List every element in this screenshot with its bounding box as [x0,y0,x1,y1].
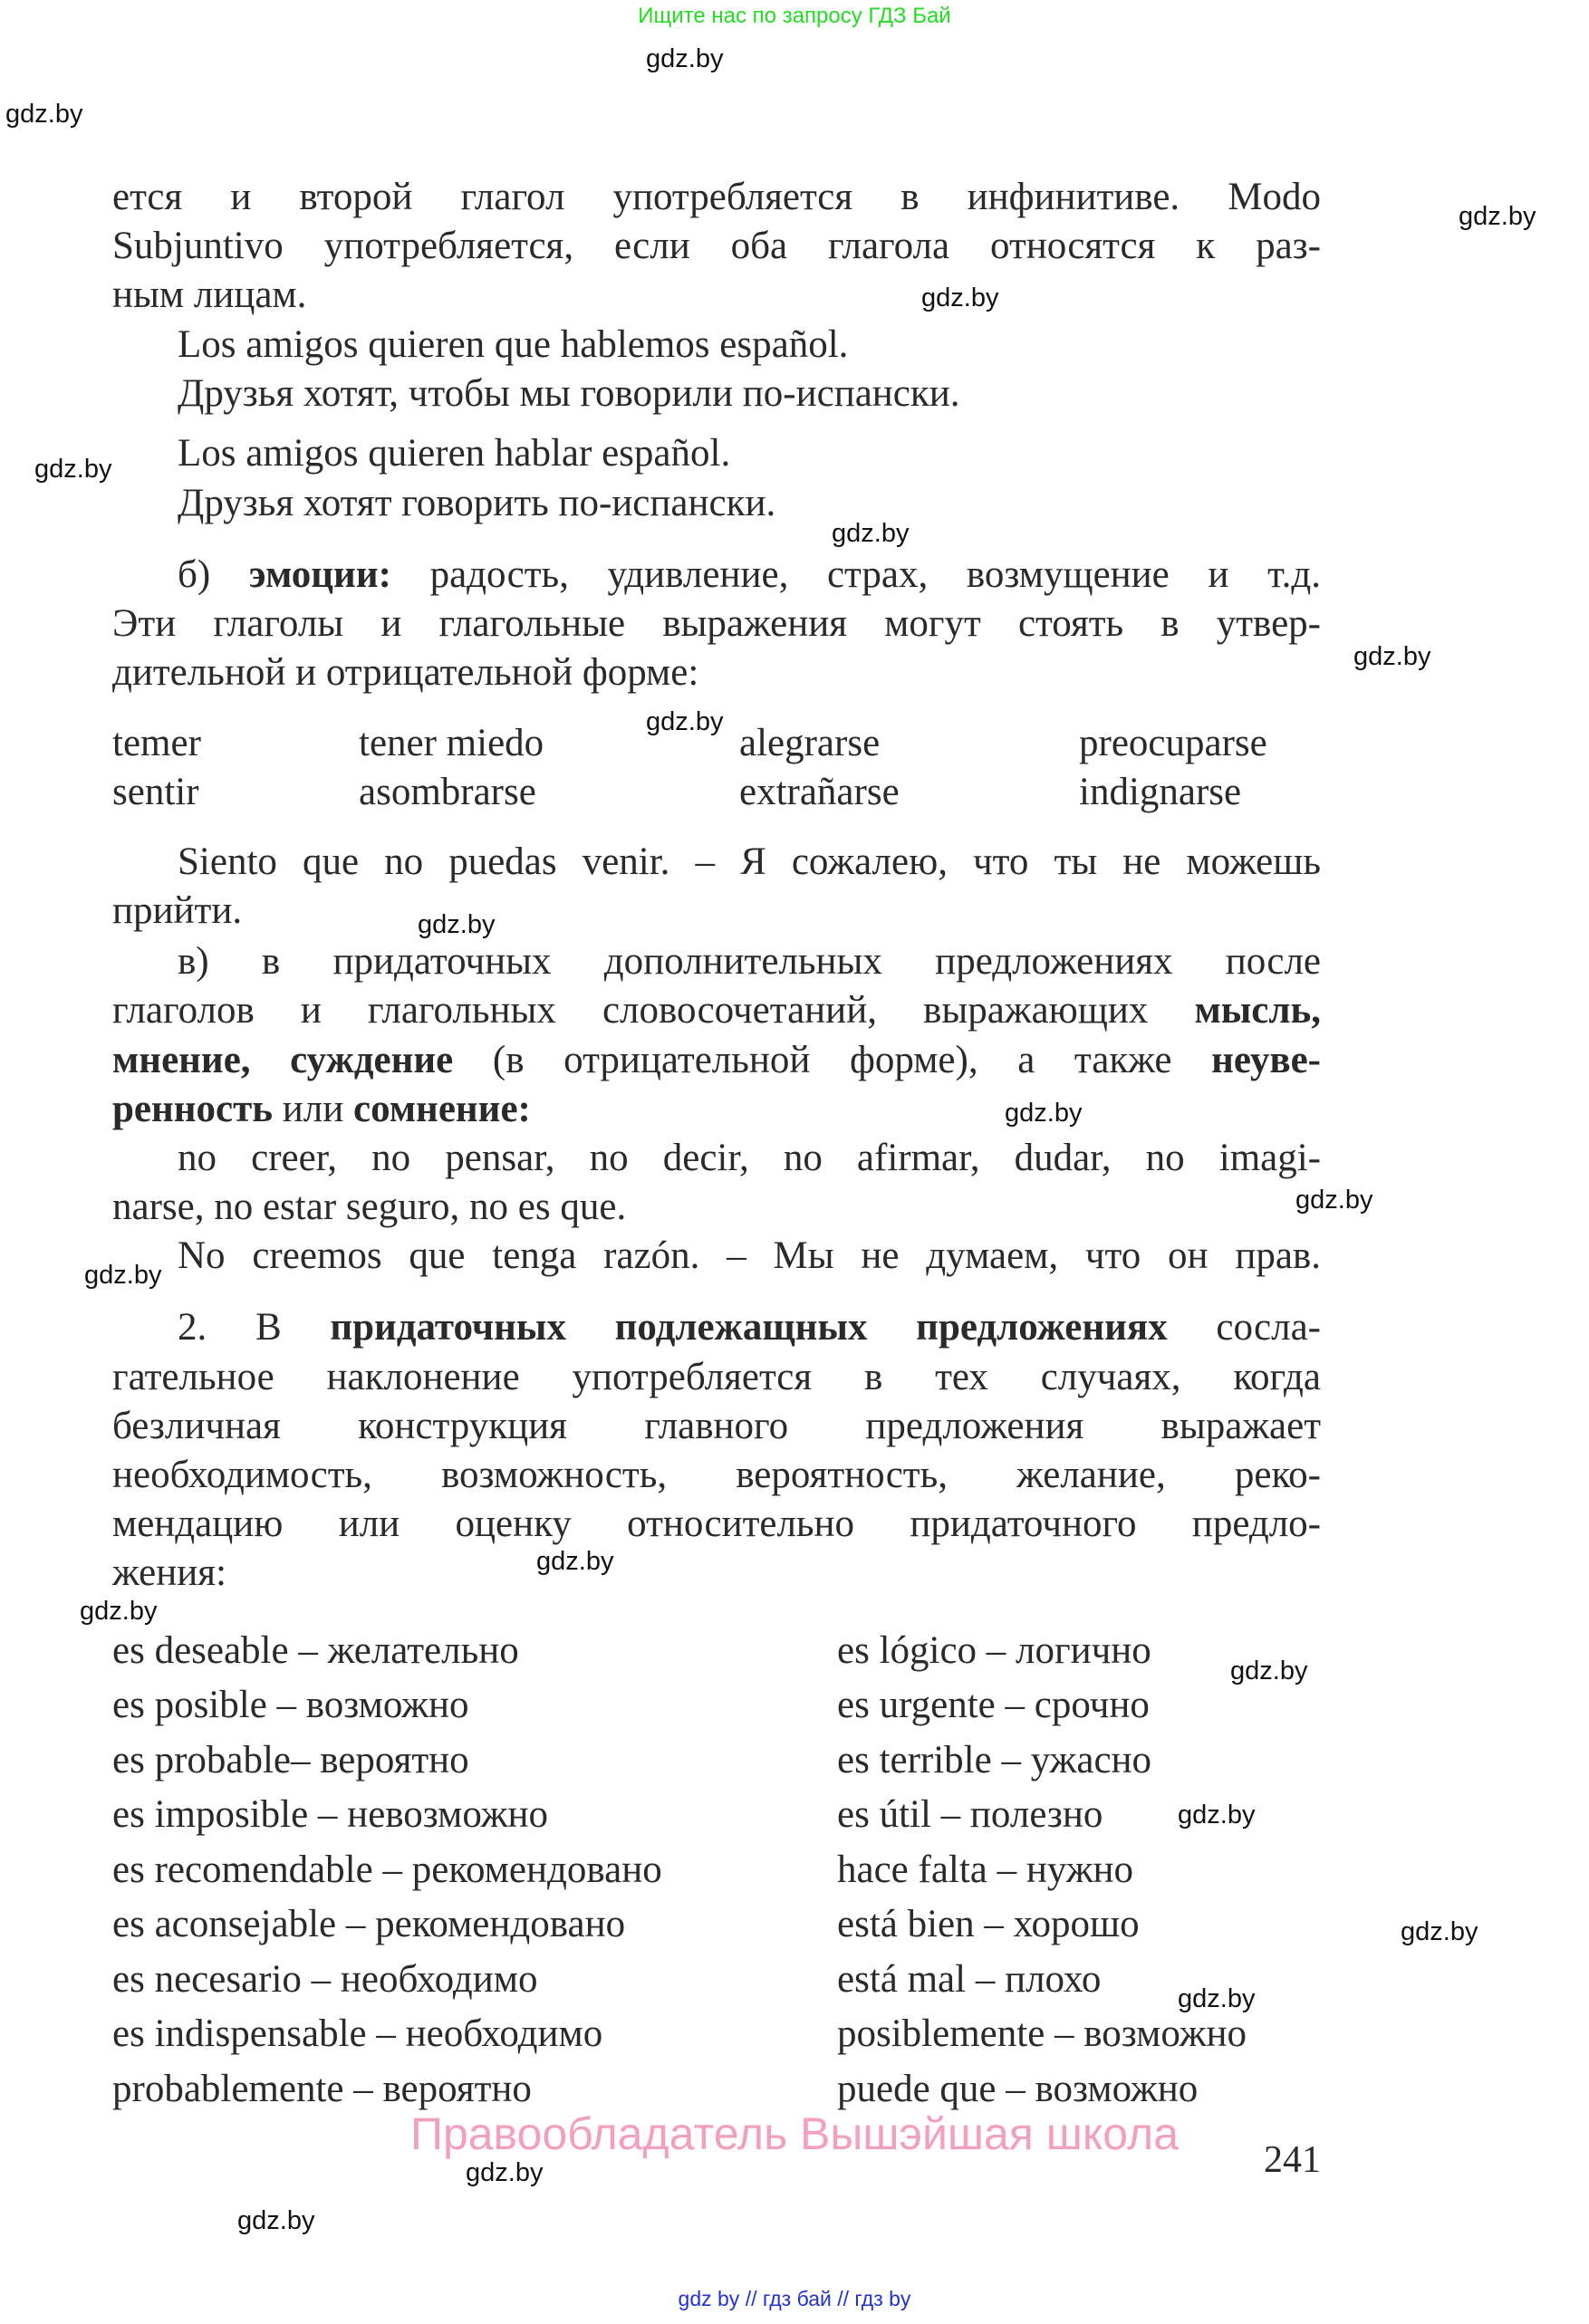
bold-term: неуве- [1211,1039,1321,1081]
expression-item: es terrible – ужасно [837,1739,1152,1781]
bold-term: мнение, суждение [112,1039,454,1081]
bold-term: мысль, [1194,989,1321,1032]
expression-item: es posible – возможно [112,1684,469,1726]
text-span: No creemos que tenga razón. – Мы не думаем, что он прав. [178,1234,1321,1277]
gdz-watermark: gdz.by [1178,1801,1256,1829]
bold-term: ренность [112,1088,273,1130]
text-line [178,373,960,415]
gdz-watermark: gdz.by [237,2206,315,2235]
gdz-watermark: gdz.by [466,2158,544,2187]
bold-term: сомнение: [352,1088,531,1130]
text-span: безличная конструкция главного предложения выражает [112,1405,1321,1447]
verb-item: alegrarse [739,722,881,764]
gdz-watermark: gdz.by [80,1597,158,1626]
text-line [112,1357,1321,1398]
gdz-watermark: gdz.by [1401,1917,1478,1946]
text-span: глаголов и глагольных словосочетаний, выражающих [112,989,1195,1032]
text-line [112,1455,1321,1496]
bold-term: придаточных подлежащных предложениях [330,1306,1168,1349]
expression-item: puede que – возможно [837,2068,1199,2110]
text-line [112,1186,626,1228]
gdz-watermark: gdz.by [1230,1657,1308,1685]
verb-item: preocuparse [1079,722,1267,764]
text-span: Los amigos quieren hablar español. [178,432,731,475]
text-line [112,1406,1321,1447]
expression-item: es lógico – логично [837,1629,1151,1672]
gdz-watermark: gdz.by [1178,1984,1256,2013]
verb-item: extrañarse [739,771,900,813]
expression-item: está bien – хорошо [837,1903,1140,1945]
text-line [178,841,1321,883]
expression-item: es necesario – необходимо [112,1958,538,2001]
text-line [178,433,730,475]
text-span: мендацию или оценку относительно придаточного предло- [112,1503,1321,1545]
text-span: прийти. [112,889,243,932]
text-span: ным лицам. [112,274,307,316]
expression-item: es imposible – невозможно [112,1793,549,1836]
gdz-watermark: gdz.by [1353,642,1431,671]
text-line [112,274,306,316]
text-span: сосла- [1167,1306,1321,1349]
expression-item: posiblemente – возможно [837,2012,1247,2055]
copyright-watermark: Правообладатель Вышэйшая школа [410,2108,1179,2159]
expression-item: es deseable – желательно [112,1629,519,1672]
text-span: б) [178,553,249,596]
gdz-watermark: gdz.by [1459,202,1536,231]
gdz-watermark: gdz.by [921,283,999,312]
text-span: необходимость, возможность, вероятность, желание, реко- [112,1454,1321,1496]
text-line [112,226,1321,267]
gdz-watermark: gdz.by [832,519,910,548]
text-span: жения: [112,1551,226,1594]
expression-item: es indispensable – необходимо [112,2012,603,2055]
gdz-watermark: gdz.by [646,44,724,73]
expression-item: es recomendable – рекомендовано [112,1849,662,1891]
text-span: Эти глаголы и глагольные выражения могут стоять в утвер- [112,602,1321,645]
gdz-watermark: gdz.by [1295,1186,1373,1215]
verb-item: asombrarse [359,771,536,813]
text-line [178,1138,1321,1179]
text-span: в) в придаточных дополнительных предложениях после [178,940,1321,983]
text-line [178,324,848,366]
expression-item: es urgente – срочно [837,1684,1150,1726]
text-span: ется и второй глагол употребляется в инфинитиве. Modo [112,176,1321,218]
gdz-watermark: gdz.by [536,1547,614,1576]
text-line [112,1089,531,1130]
expression-item: es aconsejable – рекомендовано [112,1903,626,1945]
text-span: (в отрицательной форме), а также [453,1039,1212,1081]
gdz-watermark: gdz.by [418,910,496,939]
text-line [112,1040,1321,1081]
verb-item: sentir [112,771,199,813]
expression-item: es útil – полезно [837,1793,1103,1836]
text-span: Siento que no puedas venir. – Я сожалею, что ты не можешь [178,840,1321,883]
text-line [178,1235,1321,1277]
footer-links[interactable]: gdz by // гдз бай // гдз by [678,2287,911,2310]
text-span: Друзья хотят, чтобы мы говорили по-испански. [178,372,960,415]
text-line [178,483,775,524]
gdz-watermark: gdz.by [84,1261,162,1290]
expression-item: hace falta – нужно [837,1849,1134,1891]
text-line [112,603,1321,645]
text-span: гательное наклонение употребляется в тех случаях, когда [112,1356,1321,1398]
gdz-watermark: gdz.by [1005,1099,1083,1128]
text-span: Друзья хотят говорить по-испански. [178,482,776,524]
text-span: no creer, no pensar, no decir, no afirmar, dudar, no imagi- [178,1137,1321,1179]
text-line [112,177,1321,218]
text-span: Los amigos quieren que hablemos español. [178,323,849,366]
text-line [112,652,698,694]
text-span: narse, no estar seguro, no es que. [112,1186,627,1228]
text-line [178,941,1321,983]
search-banner: Ищите нас по запросу ГДЗ Бай [638,4,951,28]
text-span: дительной и отрицательной форме: [112,651,699,694]
text-span: или [273,1088,353,1130]
text-line [112,1503,1321,1545]
expression-item: está mal – плохо [837,1958,1102,2001]
gdz-watermark: gdz.by [646,707,724,736]
bold-term: эмоции: [248,553,391,596]
expression-item: probablemente – вероятно [112,2068,532,2110]
gdz-watermark: gdz.by [34,455,112,484]
text-span: Subjuntivo употребляется, если оба глагола относятся к раз- [112,225,1321,267]
verb-item: temer [112,722,201,764]
verb-item: tener miedo [359,722,544,764]
text-span: 2. В [178,1306,331,1349]
expression-item: es probable– вероятно [112,1739,469,1781]
gdz-watermark: gdz.by [5,100,83,129]
text-line [112,990,1321,1032]
text-line [178,554,1321,596]
text-line [178,1307,1321,1349]
text-span: радость, удивление, страх, возмущение и т.д. [390,553,1322,596]
text-line [112,1552,226,1594]
text-line [112,890,242,932]
page-number: 241 [1264,2139,1321,2181]
verb-item: indignarse [1079,771,1242,813]
